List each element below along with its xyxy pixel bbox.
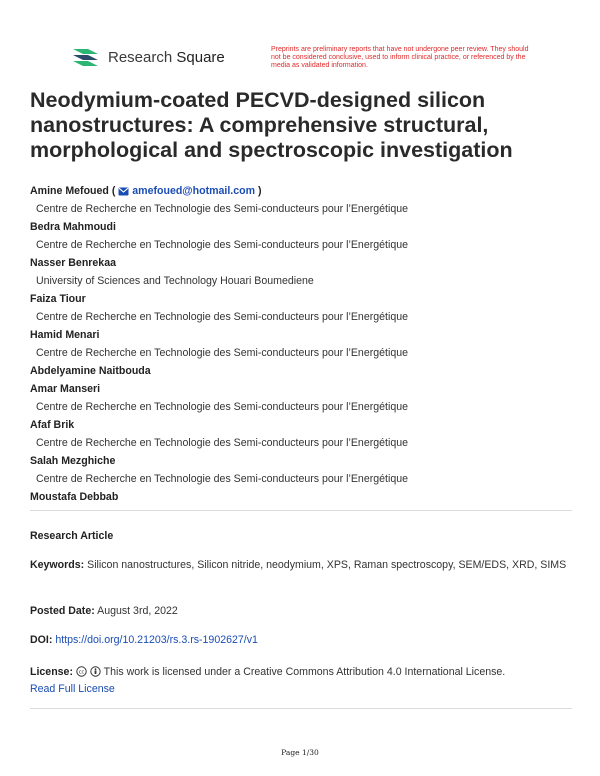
divider (30, 510, 572, 511)
author-name: Bedra Mahmoudi (30, 221, 116, 233)
author-name: Amar Manseri (30, 383, 101, 395)
author-affiliation: Centre de Recherche en Technologie des Semi-conducteurs pour l’Energétique (36, 203, 408, 215)
doi-label: DOI: (30, 634, 53, 646)
author-affiliation: Centre de Recherche en Technologie des Semi-conducteurs pour l’Energétique (36, 347, 408, 359)
author-affiliation: Centre de Recherche en Technologie des Semi-conducteurs pour l’Energétique (36, 473, 408, 485)
research-square-logo-icon (72, 46, 100, 68)
author-name: Moustafa Debbab (30, 491, 119, 503)
author-affiliation: Centre de Recherche en Technologie des Semi-conducteurs pour l’Energétique (36, 401, 408, 413)
page-number: Page 1/30 (281, 748, 319, 757)
article-type: Research Article (30, 530, 114, 542)
read-full-license-link[interactable]: Read Full License (30, 683, 115, 695)
keywords (30, 557, 575, 574)
author-affiliation: Centre de Recherche en Technologie des Semi-conducteurs pour l’Energétique (36, 437, 408, 449)
logo-wordmark: Research Square (108, 48, 225, 66)
author-name: Abdelyamine Naitbouda (30, 365, 151, 377)
license-label: License: (30, 666, 73, 678)
author-affiliation: Centre de Recherche en Technologie des Semi-conducteurs pour l’Energétique (36, 239, 408, 251)
author-name: Nasser Benrekaa (30, 257, 116, 269)
author-list (30, 182, 570, 506)
author-email[interactable]: ( amefoued@hotmail.com ) (111, 185, 262, 197)
author-affiliation: Centre de Recherche en Technologie des Semi-conducteurs pour l’Energétique (36, 311, 408, 323)
doi (30, 632, 575, 649)
email-icon (118, 187, 129, 196)
doi-link[interactable]: https://doi.org/10.21203/rs.3.rs-1902627/v1 (55, 634, 258, 646)
license (30, 664, 575, 698)
keywords-label: Keywords: (30, 559, 85, 571)
attribution-icon (90, 666, 101, 677)
posted-value: August 3rd, 2022 (97, 605, 178, 617)
author-affiliation: University of Sciences and Technology Houari Boumediene (36, 275, 314, 287)
svg-text:cc: cc (78, 669, 85, 676)
author-name: Salah Mezghiche (30, 455, 116, 467)
author-name: Faiza Tiour (30, 293, 86, 305)
license-text: This work is licensed under a Creative Commons Attribution 4.0 International License. (103, 666, 506, 678)
research-square-logo[interactable] (72, 46, 225, 68)
paper-title: Neodymium-coated PECVD-designed silicon nanostructures: A comprehensive structural, morphological and spectroscopic investigation (30, 88, 513, 162)
header (72, 46, 532, 76)
posted-date (30, 603, 575, 620)
author-name: Amine Mefoued ( amefoued@hotmail.com ) (30, 185, 262, 197)
author-name: Afaf Brik (30, 419, 75, 431)
author-name: Hamid Menari (30, 329, 100, 341)
posted-label: Posted Date: (30, 605, 95, 617)
creative-commons-icon (76, 666, 87, 677)
keywords-value: Silicon nanostructures, Silicon nitride, neodymium, XPS, Raman spectroscopy, SEM/EDS, XRD, SIMS (87, 559, 567, 571)
preprint-notice: Preprints are preliminary reports that have not undergone peer review. They should not be considered conclusive, used to inform clinical practice, or referenced by the media as validated information. (271, 46, 529, 70)
divider (30, 708, 572, 709)
